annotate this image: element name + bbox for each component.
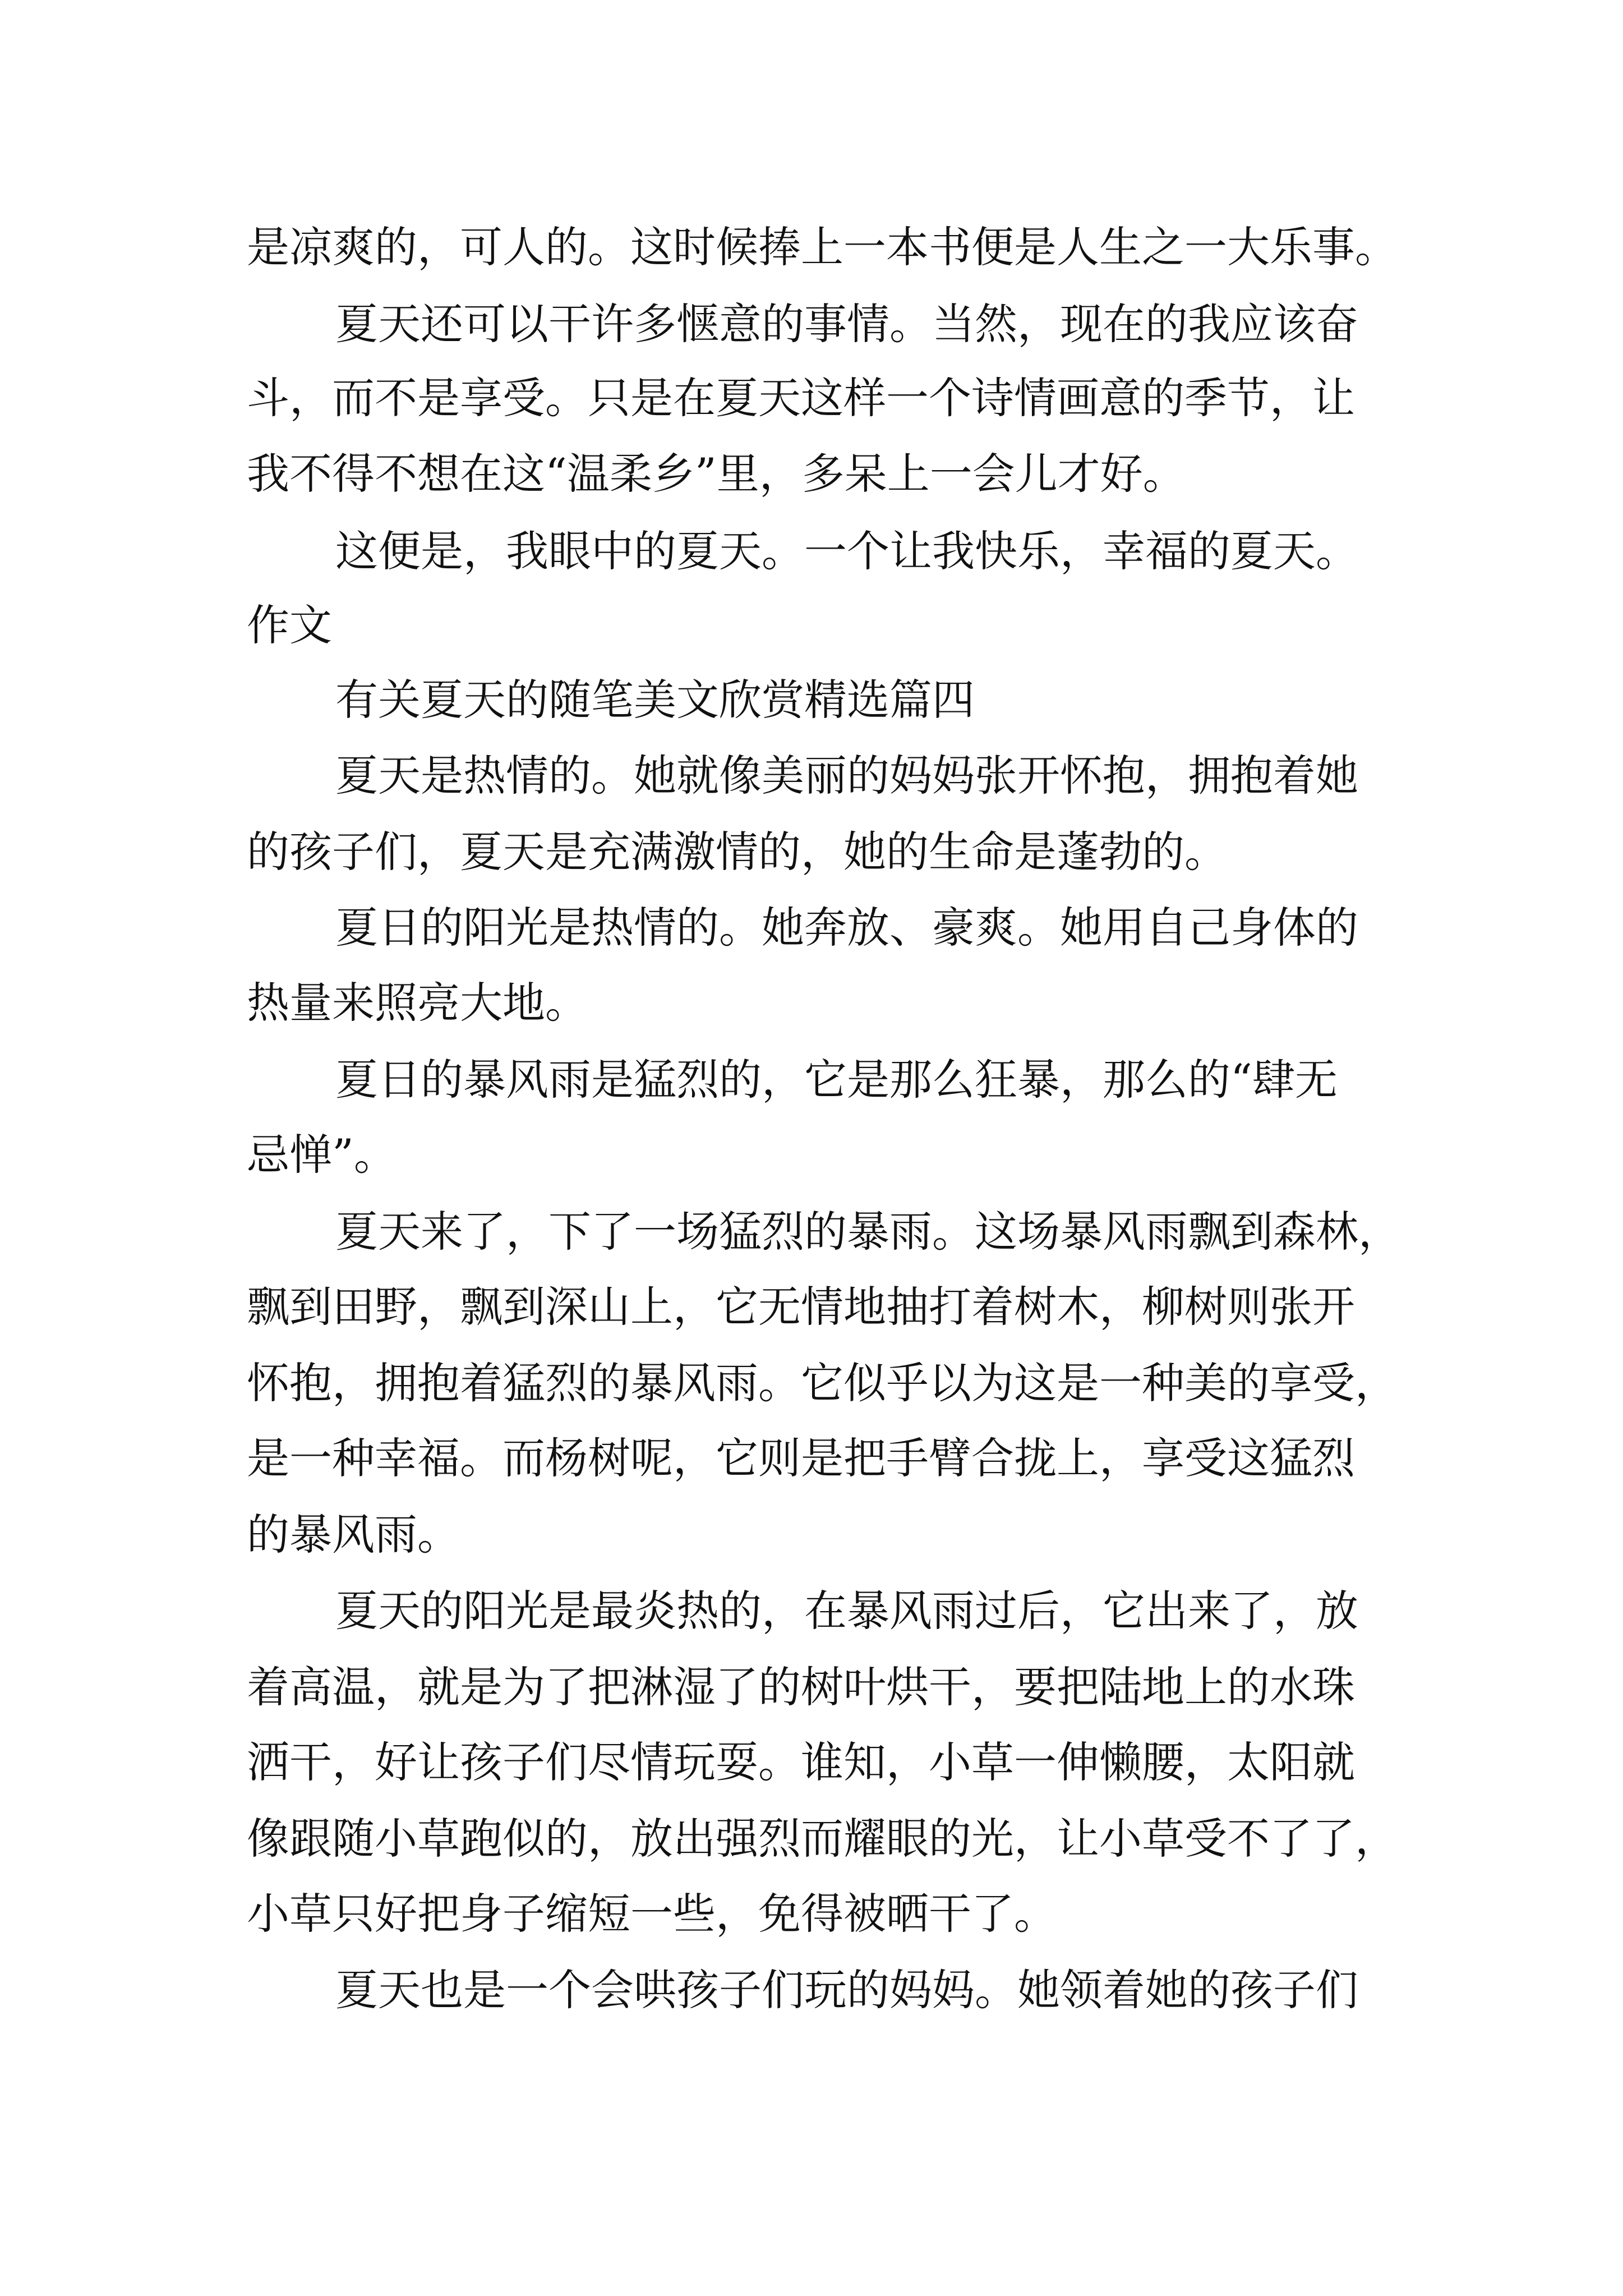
section-heading: 有关夏天的随笔美文欣赏精选篇四: [335, 675, 975, 725]
paragraph-first-line: 夏日的暴风雨是猛烈的，它是那么狂暴，那么的“肆无: [335, 1055, 1338, 1105]
paragraph-first-line: 夏天还可以干许多惬意的事情。当然，现在的我应该奋: [335, 299, 1358, 349]
text-line: 斗，而不是享受。只是在夏天这样一个诗情画意的季节，让: [247, 373, 1355, 423]
text-line: 是一种幸福。而杨树呢，它则是把手臂合拢上，享受这猛烈: [247, 1433, 1355, 1483]
text-line: 作文: [247, 600, 332, 650]
text-line: 的孩子们，夏天是充满激情的，她的生命是蓬勃的。: [247, 827, 1227, 877]
text-line: 热量来照亮大地。: [247, 978, 588, 1028]
text-line: 小草只好把身子缩短一些，免得被晒干了。: [247, 1889, 1057, 1939]
text-line: 洒干，好让孩子们尽情玩耍。谁知，小草一伸懒腰，太阳就: [247, 1737, 1355, 1787]
text-line: 像跟随小草跑似的，放出强烈而耀眼的光，让小草受不了了，: [247, 1814, 1398, 1864]
text-line: 怀抱，拥抱着猛烈的暴风雨。它似乎以为这是一种美的享受，: [247, 1358, 1398, 1408]
paragraph-first-line: 夏天是热情的。她就像美丽的妈妈张开怀抱，拥抱着她: [335, 751, 1358, 800]
text-line: 是凉爽的，可人的。这时候捧上一本书便是人生之一大乐事。: [247, 222, 1398, 272]
text-line: 飘到田野，飘到深山上，它无情地抽打着树木，柳树则张开: [247, 1282, 1355, 1332]
paragraph-first-line: 夏日的阳光是热情的。她奔放、豪爽。她用自己身体的: [335, 903, 1358, 953]
text-line: 忌惮”。: [247, 1130, 396, 1180]
paragraph-first-line: 夏天来了，下了一场猛烈的暴雨。这场暴风雨飘到森林，: [335, 1207, 1401, 1257]
paragraph-first-line: 夏天也是一个会哄孩子们玩的妈妈。她领着她的孩子们: [335, 1965, 1358, 2015]
text-line: 我不得不想在这“温柔乡”里，多呆上一会儿才好。: [247, 449, 1186, 499]
paragraph-first-line: 夏天的阳光是最炎热的，在暴风雨过后，它出来了，放: [335, 1586, 1358, 1636]
text-line: 着高温，就是为了把淋湿了的树叶烘干，要把陆地上的水珠: [247, 1662, 1355, 1712]
text-line: 的暴风雨。: [247, 1510, 460, 1559]
paragraph-first-line: 这便是，我眼中的夏天。一个让我快乐，幸福的夏天。: [335, 526, 1358, 576]
